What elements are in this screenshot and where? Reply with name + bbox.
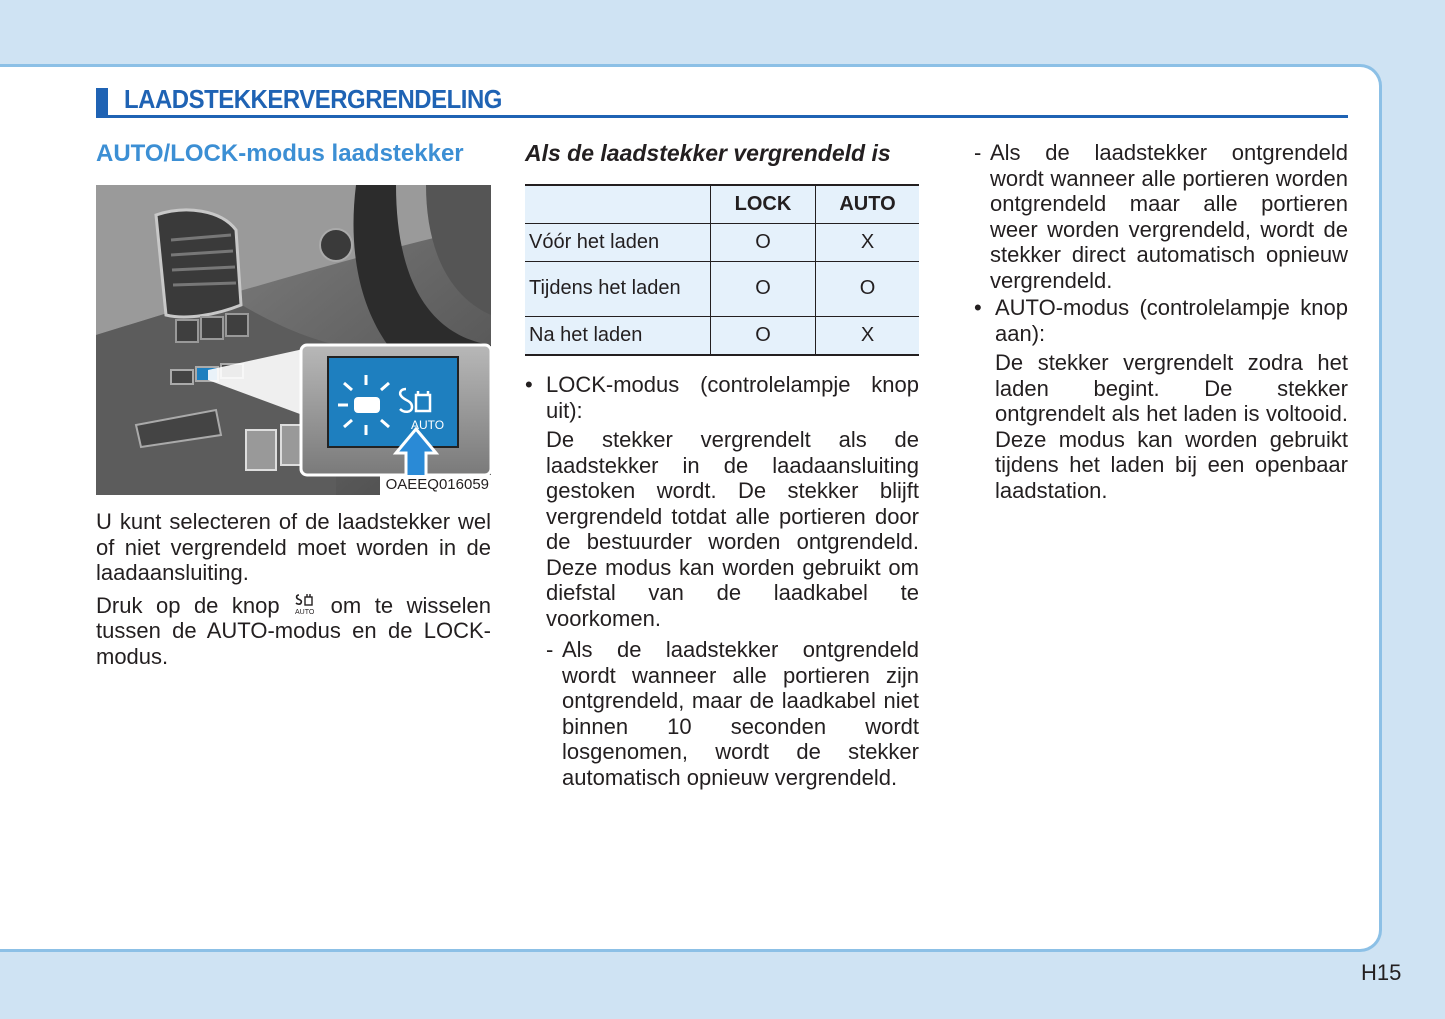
bullet-auto-title: AUTO-modus (controlelampje knop aan): [995, 295, 1348, 346]
dash-mark: - [974, 140, 982, 165]
subheading-locked: Als de laadstekker vergrendeld is [525, 140, 891, 166]
page-number: H15 [1361, 960, 1402, 985]
table-cell: O [816, 262, 920, 317]
lock-mode-body [525, 427, 919, 790]
svg-text:AUTO: AUTO [295, 608, 315, 616]
column-3 [974, 140, 1348, 509]
plug-auto-icon [293, 592, 317, 616]
table-row [525, 262, 919, 317]
figure-code: OAEEQ016059 [380, 475, 491, 495]
section-title: LAADSTEKKERVERGRENDELING [124, 84, 502, 114]
dashboard-illustration [96, 185, 491, 495]
table-cell: Vóór het laden [525, 224, 711, 262]
table-header-blank [525, 185, 711, 224]
column-1 [96, 140, 491, 675]
bullet-lock-title: LOCK-modus (controlelampje knop uit): [546, 372, 919, 423]
dash-mark: - [546, 637, 554, 662]
section-marker [96, 88, 108, 116]
unlock-dash-item [974, 140, 1348, 293]
lock-auto-table [525, 184, 919, 356]
bullet-auto-mode [974, 295, 1348, 346]
instruction-text-after: om te wisselen tussen de AUTO-modus en de LOCK-modus. [96, 592, 491, 669]
table-cell: O [711, 262, 816, 317]
table-header-lock: LOCK [711, 185, 816, 224]
bullet-mark: • [525, 372, 533, 397]
dashboard-figure [96, 185, 491, 495]
column-2 [525, 140, 919, 798]
section-rule [96, 115, 1348, 118]
intro-paragraph: U kunt selecteren of de laadstekker wel of niet vergrendeld moet worden in de laadaansluiting. [96, 509, 491, 585]
bullet-lock-mode [525, 372, 919, 423]
auto-mode-text: De stekker vergrendelt zodra het laden begint. De stekker ontgrendelt als het laden is voltooid. Deze modus kan worden gebruikt tijdens het laden bij een openbaar laadstation. [995, 350, 1348, 503]
table-cell: O [711, 224, 816, 262]
table-cell: X [816, 224, 920, 262]
table-cell: Tijdens het laden [525, 262, 711, 317]
lock-mode-text: De stekker vergrendelt als de laadstekker in de laadaansluiting gestoken wordt. De stekker blijft vergrendeld totdat alle portieren door de bestuurder worden ontgrendeld. Deze modus kan worden gebruikt om diefstal van de laadkabel te voorkomen. [546, 427, 919, 631]
table-header-row [525, 185, 919, 224]
table-row [525, 224, 919, 262]
instruction-text-before: Druk op de knop [96, 592, 280, 618]
button-instruction [96, 592, 491, 670]
table-header-auto: AUTO [816, 185, 920, 224]
bullet-mark: • [974, 295, 982, 320]
lock-mode-dash-text: Als de laadstekker ontgrendeld wordt wanneer alle portieren zijn ontgrendeld, maar de laadkabel niet binnen 10 seconden wordt losgenomen, wordt de stekker automatisch opnieuw vergrendeld. [562, 637, 919, 790]
table-cell: O [711, 317, 816, 356]
subheading-auto-lock: AUTO/LOCK-modus laadstekker [96, 140, 464, 167]
table-cell: Na het laden [525, 317, 711, 356]
lock-mode-dash-item [546, 637, 919, 790]
table-row [525, 317, 919, 356]
table-cell: X [816, 317, 920, 356]
figure-auto-label: AUTO [411, 418, 445, 432]
unlock-dash-text: Als de laadstekker ontgrendeld wordt wanneer alle portieren worden ontgrendeld maar alle portieren weer worden vergrendeld, wordt de stekker direct automatisch opnieuw vergrendeld. [990, 140, 1348, 293]
